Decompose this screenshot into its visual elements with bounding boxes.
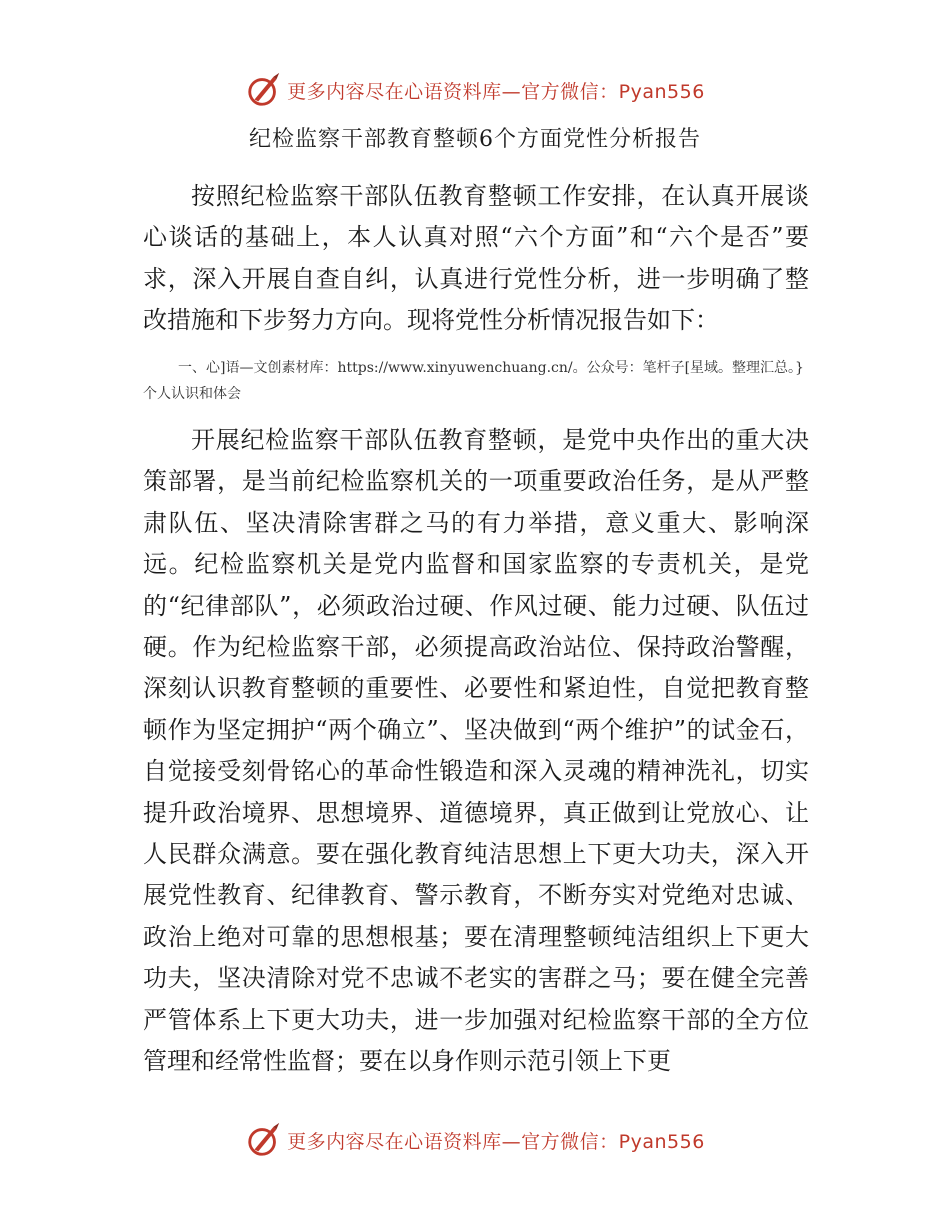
section-heading: 一、心]语—文创素材库：https://www.xinyuwenchuang.cn/。公众号：笔杆子[星域。整理汇总。}个人认识和体会 — [143, 360, 804, 402]
quill-pen-circle-icon — [245, 1121, 283, 1159]
banner-text: 更多内容尽在心语资料库—官方微信：Pyan556 — [287, 80, 705, 103]
body-paragraph: 开展纪检监察干部队伍教育整顿，是党中央作出的重大决策部署，是当前纪检监察机关的一项重要政治任务，是从严整肃队伍、坚决清除害群之马的有力举措，意义重大、影响深远。纪检监察机关是党内监督和国家监察的专责机关，是党的“纪律部队”，必须政治过硬、作风过硬、能力过硬、队伍过硬。作为纪检监察干部，必须提高政治站位、保持政治警醒，深刻认识教育整顿的重要性、必要性和紧迫性，自觉把教育整顿作为坚定拥护“两个确立”、坚决做到“两个维护”的试金石，自觉接受刻骨铭心的革命性锻造和深入灵魂的精神洗礼，切实提升政治境界、思想境界、道德境界，真正做到让党放心、让人民群众满意。要在强化教育纯洁思想上下更大功夫，深入开展党性教育、纪律教育、警示教育，不断夯实对党绝对忠诚、政治上绝对可靠的思想根基；要在清理整顿纯洁组织上下更大功夫，坚决清除对党不忠诚不老实的害群之马；要在健全完善严管体系上下更大功夫，进一步加强对纪检监察干部的全方位管理和经常性监督；要在以身作则示范引领上下更 — [143, 426, 809, 1076]
banner-text: 更多内容尽在心语资料库—官方微信：Pyan556 — [287, 1130, 705, 1153]
header-banner — [0, 70, 950, 110]
footer-banner — [0, 1120, 950, 1160]
quill-pen-circle-icon — [245, 71, 283, 109]
intro-paragraph: 按照纪检监察干部队伍教育整顿工作安排，在认真开展谈心谈话的基础上，本人认真对照“六个方面”和“六个是否”要求，深入开展自查自纠，认真进行党性分析，进一步明确了整改措施和下步努力方向。现将党性分析情况报告如下： — [143, 182, 809, 335]
document-title: 纪检监察干部教育整顿6个方面党性分析报告 — [249, 127, 701, 152]
